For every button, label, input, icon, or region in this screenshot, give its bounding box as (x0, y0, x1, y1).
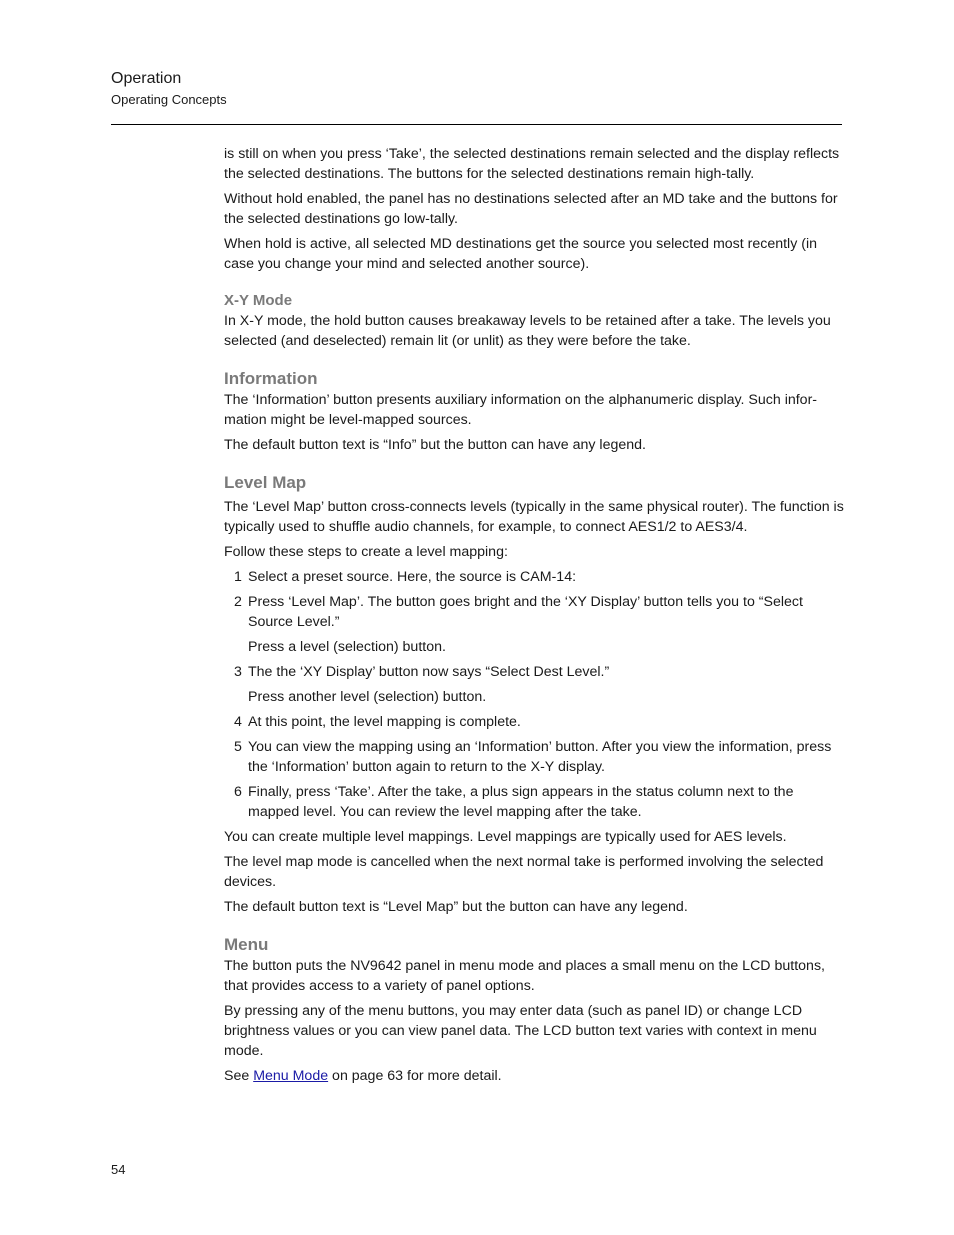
step-number: 4 (234, 714, 242, 730)
menu-paragraph-1: The button puts the NV9642 panel in menu mode and places a small menu on the LCD buttons, that provides access to a variety of panel options. (224, 958, 825, 994)
information-paragraph-2: The default button text is “Info” but the button can have any legend. (224, 437, 646, 453)
step-5 (224, 737, 844, 777)
body-text (224, 144, 844, 1091)
step-text: Finally, press ‘Take’. After the take, a plus sign appears in the status column next to the mapped level. You can review the level mapping after the take. (248, 784, 794, 820)
level-map-paragraph-5: The default button text is “Level Map” but the button can have any legend. (224, 899, 688, 915)
step-6 (224, 782, 844, 822)
menu-mode-link[interactable]: Menu Mode (253, 1068, 329, 1084)
menu-paragraph-2: By pressing any of the menu buttons, you may enter data (such as panel ID) or change LCD brightness values or you can view panel data. The LCD button text varies with context in menu mode. (224, 1003, 817, 1059)
level-map-paragraph-4: The level map mode is cancelled when the next normal take is performed involving the selected devices. (224, 854, 824, 890)
running-header-title: Operation (111, 70, 182, 87)
step-3-substep: Press another level (selection) button. (248, 689, 487, 705)
step-2 (224, 592, 844, 632)
running-header-subtitle: Operating Concepts (111, 92, 227, 107)
intro-paragraph-3: When hold is active, all selected MD destinations get the source you selected most recently (in case you change your mind and selected another source). (224, 236, 818, 272)
step-text: The the ‘XY Display’ button now says “Select Dest Level.” (248, 664, 610, 680)
step-4 (224, 712, 844, 732)
step-text: Select a preset source. Here, the source is CAM-14: (248, 569, 577, 585)
step-1 (224, 567, 844, 587)
step-text: You can view the mapping using an ‘Information’ button. After you view the information, press the ‘Information’ button again to return to the X-Y display. (248, 739, 832, 775)
step-number: 6 (234, 784, 242, 800)
see-prefix: See (224, 1068, 254, 1084)
xy-mode-paragraph: In X-Y mode, the hold button causes breakaway levels to be retained after a take. The levels you selected (and deselected) remain lit (or unlit) as they were before the take. (224, 313, 831, 349)
intro-paragraph-2: Without hold enabled, the panel has no destinations selected after an MD take and the buttons for the selected destinations go low-tally. (224, 191, 838, 227)
step-text: At this point, the level mapping is complete. (248, 714, 521, 730)
information-heading: Information (224, 369, 318, 388)
information-paragraph-1: The ‘Information’ button presents auxiliary information on the alphanumeric display. Such infor-mation might be level-mapped sources. (224, 392, 818, 428)
step-number: 5 (234, 739, 242, 755)
page-number: 54 (111, 1162, 126, 1177)
step-3 (224, 662, 844, 682)
menu-see-also (224, 1066, 844, 1086)
level-map-paragraph-2: Follow these steps to create a level mapping: (224, 544, 508, 560)
xy-mode-heading: X-Y Mode (224, 292, 293, 309)
level-map-heading: Level Map (224, 473, 307, 492)
see-suffix: on page 63 for more detail. (328, 1068, 502, 1084)
step-number: 3 (234, 664, 242, 680)
step-number: 1 (234, 569, 242, 585)
menu-heading: Menu (224, 935, 269, 954)
step-2-substep: Press a level (selection) button. (248, 639, 446, 655)
header-rule (111, 124, 842, 125)
intro-paragraph-1: is still on when you press ‘Take’, the selected destinations remain selected and the display reflects the selected destinations. The buttons for the selected destinations remain high-tally. (224, 146, 840, 182)
step-number: 2 (234, 594, 242, 610)
level-map-paragraph-1: The ‘Level Map’ button cross-connects levels (typically in the same physical router). The function is typically used to shuffle audio channels, for example, to connect AES1/2 to AES3/4. (224, 499, 844, 535)
level-map-paragraph-3: You can create multiple level mappings. Level mappings are typically used for AES levels. (224, 829, 787, 845)
step-text: Press ‘Level Map’. The button goes bright and the ‘XY Display’ button tells you to “Select Source Level.” (248, 594, 803, 630)
